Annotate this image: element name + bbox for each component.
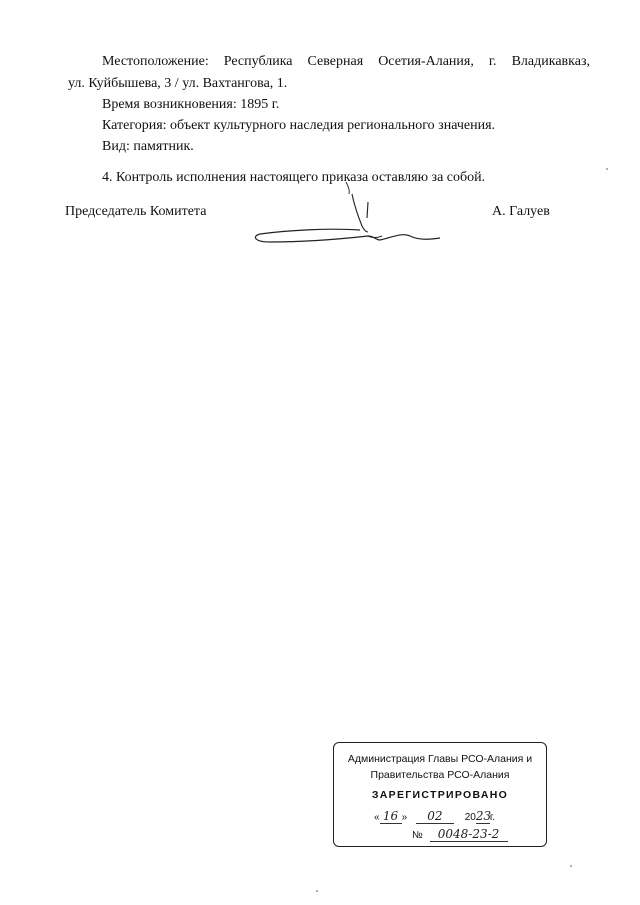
stamp-number: 0048-23-2: [430, 827, 508, 842]
stamp-number-row: [412, 827, 508, 842]
signer-title: Председатель Комитета: [65, 204, 207, 219]
category-line: Категория: объект культурного наследия регионального значения.: [102, 118, 496, 133]
registration-stamp: [333, 742, 547, 847]
scan-speck: [606, 168, 608, 170]
stamp-organization: [334, 751, 546, 783]
clause-4-text: 4. Контроль исполнения настоящего приказа оставляю за собой.: [102, 170, 486, 185]
scan-speck: [570, 865, 572, 867]
location-line-2: ул. Куйбышева, 3 / ул. Вахтангова, 1.: [68, 76, 288, 91]
stamp-status: ЗАРЕГИСТРИРОВАНО: [371, 789, 509, 801]
scan-speck: [316, 890, 318, 892]
stamp-year-prefix: 20: [464, 812, 476, 823]
handwritten-signature: [250, 180, 450, 260]
stamp-month: 02: [416, 809, 454, 824]
stamp-year-unit: г.: [489, 812, 496, 823]
stamp-organization-line-2: Правительства РСО-Алания: [370, 769, 510, 781]
stamp-day: 16: [380, 809, 402, 824]
stamp-date: « 16 » 02 2023г.: [374, 809, 496, 823]
time-of-origin-line: Время возникновения: 1895 г.: [102, 97, 280, 112]
stamp-year-suffix: 23: [475, 809, 492, 823]
signer-name: А. Галуев: [492, 204, 550, 219]
type-line: Вид: памятник.: [102, 139, 194, 154]
stamp-organization-line-1: Администрация Главы РСО-Алания и: [347, 753, 533, 765]
location-line-1: Местоположение: Республика Северная Осетия-Алания, г. Владикавказ,: [102, 54, 590, 69]
stamp-number-label: №: [412, 830, 423, 841]
